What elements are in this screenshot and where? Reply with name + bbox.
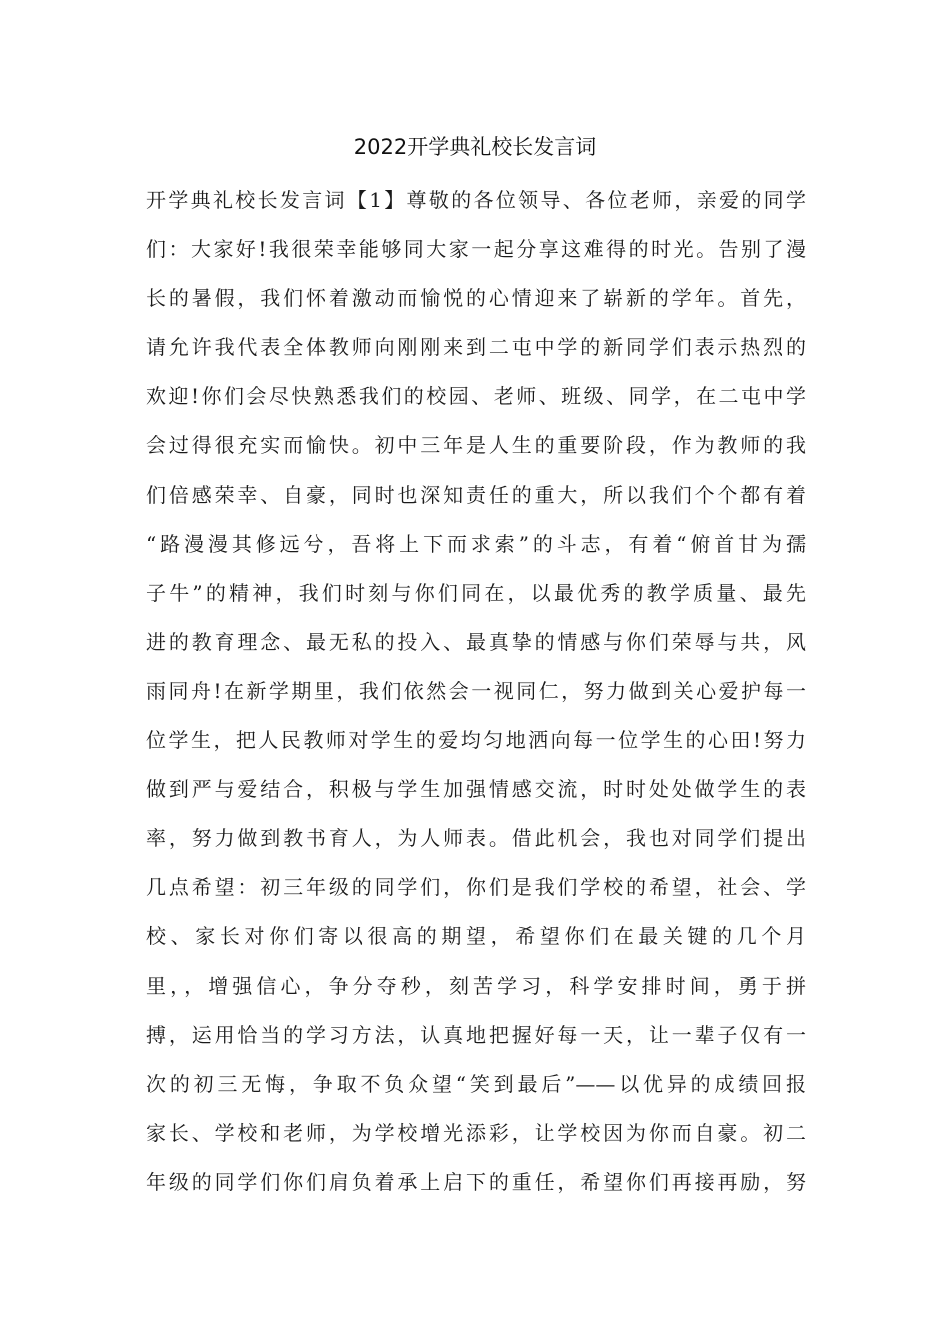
body-line: 几点希望：初三年级的同学们，你们是我们学校的希望，社会、学: [146, 875, 806, 900]
body-line: 校、家长对你们寄以很高的期望，希望你们在最关键的几个月: [146, 924, 806, 949]
body-line: 率，努力做到教书育人，为人师表。借此机会，我也对同学们提出: [146, 826, 806, 851]
body-line: 们倍感荣幸、自豪，同时也深知责任的重大，所以我们个个都有着: [146, 482, 806, 507]
document-title: 2022开学典礼校长发言词: [353, 135, 597, 159]
body-line: 雨同舟!在新学期里，我们依然会一视同仁，努力做到关心爱护每一: [146, 678, 806, 703]
body-line: 做到严与爱结合，积极与学生加强情感交流，时时处处做学生的表: [146, 777, 806, 802]
body-line: 里，，增强信心，争分夺秒，刻苦学习，科学安排时间，勇于拼: [146, 973, 806, 998]
document-body: [146, 176, 806, 1207]
body-line: 子牛”的精神，我们时刻与你们同在，以最优秀的教学质量、最先: [146, 580, 806, 605]
body-line: 进的教育理念、最无私的投入、最真挚的情感与你们荣辱与共，风: [146, 629, 806, 654]
body-line: 开学典礼校长发言词【1】尊敬的各位领导、各位老师，亲爱的同学: [146, 188, 806, 212]
body-line: 年级的同学们你们肩负着承上启下的重任，希望你们再接再励，努: [146, 1169, 806, 1194]
body-line: 会过得很充实而愉快。初中三年是人生的重要阶段，作为教师的我: [146, 433, 806, 458]
body-line: 家长、学校和老师，为学校增光添彩，让学校因为你而自豪。初二: [146, 1120, 806, 1145]
body-line: 请允许我代表全体教师向刚刚来到二屯中学的新同学们表示热烈的: [146, 335, 806, 360]
body-line: 搏，运用恰当的学习方法，认真地把握好每一天，让一辈子仅有一: [146, 1022, 806, 1047]
body-line: “路漫漫其修远兮，吾将上下而求索”的斗志，有着“俯首甘为孺: [146, 531, 806, 556]
body-line: 位学生，把人民教师对学生的爱均匀地洒向每一位学生的心田!努力: [146, 728, 806, 753]
body-line: 们：大家好!我很荣幸能够同大家一起分享这难得的时光。告别了漫: [146, 237, 806, 262]
body-line: 欢迎!你们会尽快熟悉我们的校园、老师、班级、同学，在二屯中学: [146, 384, 806, 409]
body-line: 次的初三无悔，争取不负众望“笑到最后”——以优异的成绩回报: [146, 1071, 806, 1096]
body-line: 长的暑假，我们怀着激动而愉悦的心情迎来了崭新的学年。首先，: [146, 286, 806, 311]
